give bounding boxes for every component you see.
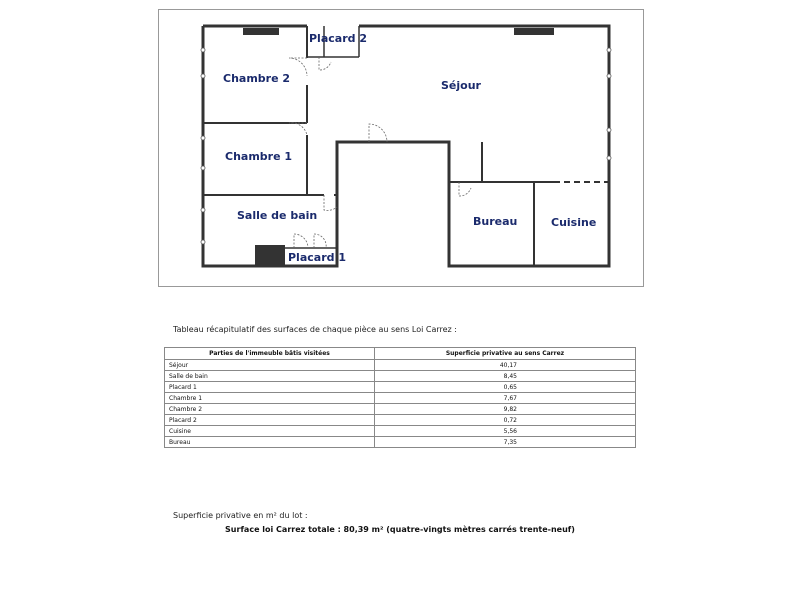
room-label-placard2: Placard 2	[309, 32, 367, 45]
table-cell-room: Chambre 1	[165, 393, 375, 404]
table-cell-room: Placard 1	[165, 382, 375, 393]
lot-label: Superficie privative en m² du lot :	[173, 511, 308, 520]
table-cell-value: 8,45	[375, 371, 636, 382]
table-cell-value: 9,82	[375, 404, 636, 415]
table-header-surface: Superficie privative au sens Carrez	[375, 348, 636, 360]
table-cell-room: Séjour	[165, 360, 375, 371]
table-cell-room: Chambre 2	[165, 404, 375, 415]
table-row	[165, 393, 636, 404]
room-label-chambre2: Chambre 2	[223, 72, 291, 85]
table-row	[165, 426, 636, 437]
table-row	[165, 382, 636, 393]
table-cell-value: 40,17	[375, 360, 636, 371]
surface-table	[164, 347, 636, 448]
room-label-sejour: Séjour	[441, 79, 481, 92]
floor-plan-drawing	[159, 10, 645, 288]
room-label-cuisine: Cuisine	[551, 216, 597, 229]
table-row	[165, 437, 636, 448]
walls	[203, 26, 609, 266]
table-cell-value: 0,65	[375, 382, 636, 393]
table-row	[165, 404, 636, 415]
table-cell-value: 7,67	[375, 393, 636, 404]
table-cell-value: 0,72	[375, 415, 636, 426]
windows	[243, 28, 554, 265]
table-row	[165, 415, 636, 426]
table-cell-room: Bureau	[165, 437, 375, 448]
table-cell-value: 5,56	[375, 426, 636, 437]
table-row	[165, 360, 636, 371]
room-label-chambre1: Chambre 1	[225, 150, 293, 163]
table-cell-room: Cuisine	[165, 426, 375, 437]
table-header-rooms: Parties de l'immeuble bâtis visitées	[165, 348, 375, 360]
room-label-bureau: Bureau	[473, 215, 518, 228]
room-label-salle-de-bain: Salle de bain	[237, 209, 318, 222]
table-cell-room: Salle de bain	[165, 371, 375, 382]
table-cell-room: Placard 2	[165, 415, 375, 426]
table-row	[165, 371, 636, 382]
intro-text: Tableau récapitulatif des surfaces de chaque pièce au sens Loi Carrez :	[173, 325, 457, 334]
floor-plan	[158, 9, 644, 287]
table-header-row	[165, 348, 636, 360]
room-label-placard1: Placard 1	[288, 251, 346, 264]
table-cell-value: 7,35	[375, 437, 636, 448]
total-surface: Surface loi Carrez totale : 80,39 m² (quatre-vingts mètres carrés trente-neuf)	[225, 525, 575, 534]
